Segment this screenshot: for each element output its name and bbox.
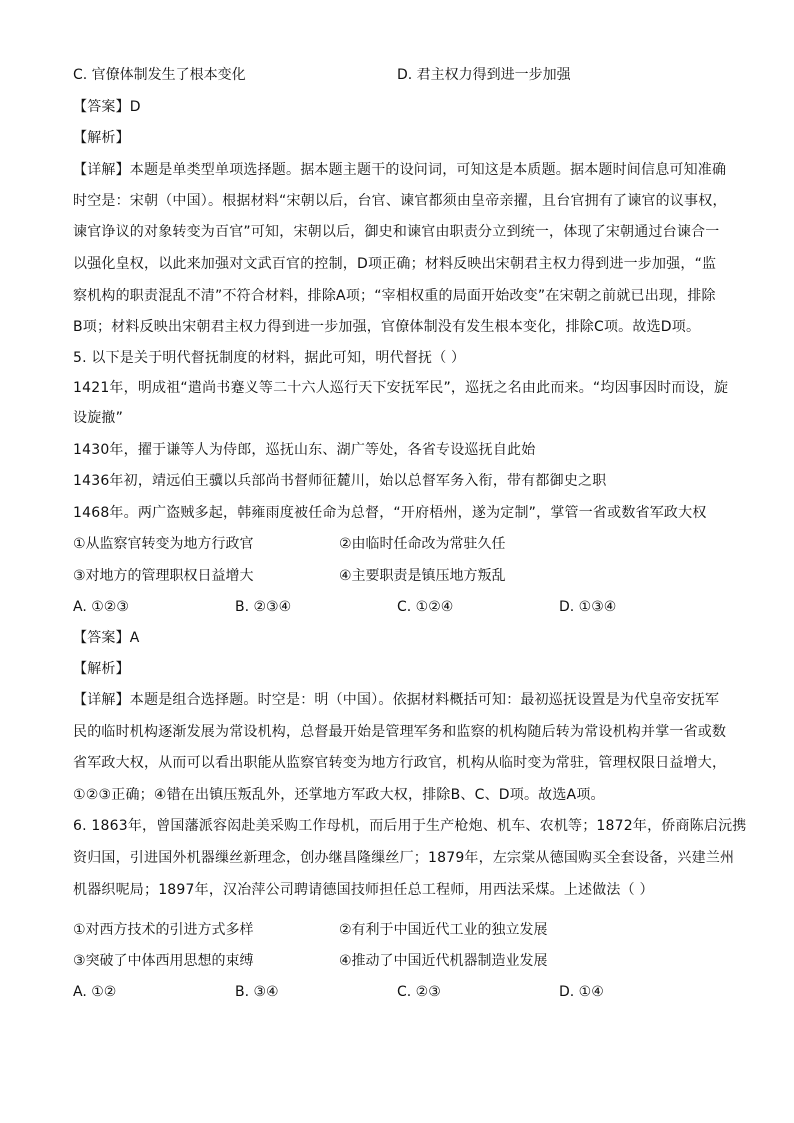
q6-item-2: ②有利于中国近代工业的独立发展 [339,922,548,938]
q5-item-2: ②由临时任命改为常驻久任 [339,536,506,552]
q5-item-3: ③对地方的管理职权日益增大 [73,568,254,584]
q4-analysis-label: 【解析】 [73,130,130,146]
q6-choice-a: A. ①② [73,984,117,1000]
q5-detail-line: ①②③正确；④错在出镇压叛乱外，还掌地方军政大权，排除B、C、D项。故选A项。 [73,787,605,803]
q5-answer: 【答案】A [73,630,140,646]
q6-item-3: ③突破了中体西用思想的束缚 [73,953,254,969]
q4-option-d: D. 君主权力得到进一步加强 [397,67,571,83]
q5-material-line: 1436年初，靖远伯王骥以兵部尚书督师征麓川，始以总督军务入衔，带有都御史之职 [73,473,607,489]
q5-choice-c: C. ①②④ [397,599,454,615]
q6-items-row [73,920,733,940]
q4-detail-line: 察机构的职责混乱不清”不符合材料，排除A项；“宰相权重的局面开始改变”在宋朝之前就已出现，排除 [73,288,716,304]
q4-answer: 【答案】D [73,99,141,115]
q4-options-row [73,65,733,85]
q4-detail-line: 以强化皇权，以此来加强对文武百官的控制，D项正确；材料反映出宋朝君主权力得到进一步加强，“监 [73,256,717,272]
q5-detail-line: 省军政大权，从而可以看出职能从监察官转变为地方行政官，机构从临时变为常驻，管理权限日益增大， [73,755,727,771]
q5-choice-a: A. ①②③ [73,599,129,615]
q5-items-row [73,534,733,554]
q4-detail-line: 时空是：宋朝（中国）。根据材料“宋朝以后，台官、谏官都须由皇帝亲擢，且台官拥有了谏官的议事权， [73,193,727,209]
q6-choices-row [73,982,733,1002]
q5-material-line: 1421年，明成祖“遣尚书蹇义等二十六人巡行天下安抚军民”，巡抚之名由此而来。“均因事因时而设，旋 [73,380,729,396]
q6-choice-b: B. ③④ [235,984,279,1000]
q5-items-row [73,566,733,586]
q5-detail-line: 民的临时机构逐渐发展为常设机构，总督最开始是管理军务和监察的机构随后转为常设机构并掌一省或数 [73,724,727,740]
q5-choice-d: D. ①③④ [559,599,617,615]
q5-item-4: ④主要职责是镇压地方叛乱 [339,568,506,584]
q4-option-c: C. 官僚体制发生了根本变化 [73,67,246,83]
q6-items-row [73,951,733,971]
q5-choices-row [73,597,733,617]
q4-detail-line: 谏官诤议的对象转变为百官”可知，宋朝以后，御史和谏官由职责分立到统一，体现了宋朝通过台谏合一 [73,224,720,240]
q6-item-4: ④推动了中国近代机器制造业发展 [339,953,548,969]
q5-item-1: ①从监察官转变为地方行政官 [73,536,254,552]
q6-choice-d: D. ①④ [559,984,604,1000]
q5-analysis-label: 【解析】 [73,661,130,677]
q6-stem-line: 机器织呢局；1897年，汉冶萍公司聘请德国技师担任总工程师，用西法采煤。上述做法（ ） [73,882,654,898]
q5-material-line: 1468年。两广盗贼多起，韩雍雨度被任命为总督，“开府梧州，遂为定制”，掌管一省或数省军政大权 [73,505,707,521]
q4-detail-line: 【详解】本题是单类型单项选择题。据本题主题干的设问词，可知这是本质题。据本题时间信息可知准确 [73,162,727,178]
q6-stem-line: 资归国，引进国外机器缫丝新理念，创办继昌隆缫丝厂；1879年，左宗棠从德国购买全套设备，兴建兰州 [73,850,735,866]
q5-stem: 5. 以下是关于明代督抚制度的材料，据此可知，明代督抚（ ） [73,350,466,366]
q6-stem-line: 6. 1863年，曾国藩派容闳赴美采购工作母机，而后用于生产枪炮、机车、农机等；1872年，侨商陈启沅携 [73,818,747,834]
q4-detail-line: B项；材料反映出宋朝君主权力得到进一步加强，官僚体制没有发生根本变化，排除C项。故选D项。 [73,319,701,335]
q6-choice-c: C. ②③ [397,984,441,1000]
q5-material-line: 设旋撤” [73,410,124,426]
q5-choice-b: B. ②③④ [235,599,292,615]
q5-detail-line: 【详解】本题是组合选择题。时空是：明（中国）。依据材料概括可知：最初巡抚设置是为代皇帝安抚军 [73,692,720,708]
q5-material-line: 1430年，擢于谦等人为侍郎，巡抚山东、湖广等处，各省专设巡抚自此始 [73,442,536,458]
q6-item-1: ①对西方技术的引进方式多样 [73,922,254,938]
